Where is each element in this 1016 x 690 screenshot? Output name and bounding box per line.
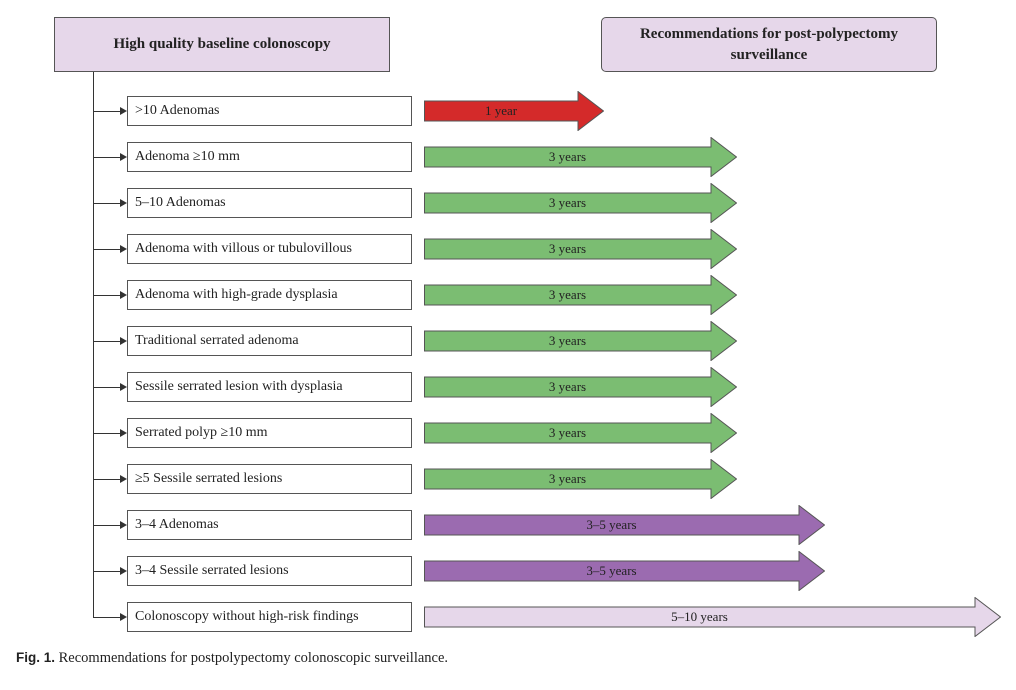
branch-connector xyxy=(93,387,122,388)
finding-label: Serrated polyp ≥10 mm xyxy=(135,425,268,440)
interval-label: 3 years xyxy=(548,425,587,440)
interval-label: 3 years xyxy=(548,379,587,394)
branch-arrowhead xyxy=(120,383,127,391)
interval-label: 3 years xyxy=(548,287,587,302)
branch-connector xyxy=(93,157,122,158)
finding-box xyxy=(127,602,412,632)
interval-label: 3–5 years xyxy=(586,563,637,578)
interval-arrow xyxy=(424,137,737,177)
interval-arrow xyxy=(424,413,737,453)
connector-trunk xyxy=(93,72,94,617)
branch-connector xyxy=(93,249,122,250)
branch-arrowhead xyxy=(120,521,127,529)
interval-arrow xyxy=(424,505,825,545)
recommendations-label: Recommendations for post-polypectomy surveillance xyxy=(639,25,899,63)
branch-arrowhead xyxy=(120,199,127,207)
finding-box xyxy=(127,372,412,402)
interval-label: 3 years xyxy=(548,471,587,486)
interval-arrow xyxy=(424,321,737,361)
branch-connector xyxy=(93,571,122,572)
finding-label: Adenoma ≥10 mm xyxy=(135,149,240,164)
finding-box xyxy=(127,510,412,540)
branch-arrowhead xyxy=(120,429,127,437)
recommendations-box xyxy=(601,17,937,72)
branch-connector xyxy=(93,295,122,296)
baseline-colonoscopy-box xyxy=(54,17,390,72)
finding-label: Adenoma with high-grade dysplasia xyxy=(135,287,338,302)
interval-arrow xyxy=(424,91,604,131)
branch-arrowhead xyxy=(120,475,127,483)
interval-arrow xyxy=(424,551,825,591)
finding-label: Sessile serrated lesion with dysplasia xyxy=(135,379,343,394)
branch-connector xyxy=(93,111,122,112)
branch-arrowhead xyxy=(120,567,127,575)
finding-label: 3–4 Sessile serrated lesions xyxy=(135,563,289,578)
branch-arrowhead xyxy=(120,613,127,621)
finding-box xyxy=(127,464,412,494)
finding-label: >10 Adenomas xyxy=(135,103,220,118)
interval-label: 3–5 years xyxy=(586,517,637,532)
branch-connector xyxy=(93,341,122,342)
branch-arrowhead xyxy=(120,107,127,115)
interval-label: 5–10 years xyxy=(671,609,728,624)
branch-arrowhead xyxy=(120,291,127,299)
interval-arrow xyxy=(424,229,737,269)
finding-box xyxy=(127,96,412,126)
branch-connector xyxy=(93,203,122,204)
interval-arrow xyxy=(424,183,737,223)
finding-label: ≥5 Sessile serrated lesions xyxy=(135,471,283,486)
interval-arrow xyxy=(424,597,1001,637)
interval-arrow xyxy=(424,459,737,499)
interval-label: 3 years xyxy=(548,333,587,348)
branch-arrowhead xyxy=(120,337,127,345)
finding-label: Traditional serrated adenoma xyxy=(135,333,299,348)
branch-arrowhead xyxy=(120,245,127,253)
finding-box xyxy=(127,556,412,586)
finding-label: 5–10 Adenomas xyxy=(135,195,226,210)
finding-box xyxy=(127,142,412,172)
branch-arrowhead xyxy=(120,153,127,161)
finding-box xyxy=(127,188,412,218)
interval-arrow xyxy=(424,367,737,407)
finding-label: 3–4 Adenomas xyxy=(135,517,219,532)
branch-connector xyxy=(93,433,122,434)
figure-caption xyxy=(16,650,448,667)
interval-label: 3 years xyxy=(548,149,587,164)
branch-connector xyxy=(93,617,122,618)
finding-label: Adenoma with villous or tubulovillous xyxy=(135,241,352,256)
interval-label: 1 year xyxy=(484,103,518,118)
branch-connector xyxy=(93,479,122,480)
baseline-colonoscopy-label: High quality baseline colonoscopy xyxy=(113,36,331,52)
caption-label: Fig. 1. xyxy=(16,650,56,665)
caption-text: Recommendations for postpolypectomy colonoscopic surveillance. xyxy=(55,650,449,666)
finding-label: Colonoscopy without high-risk findings xyxy=(135,609,359,624)
interval-label: 3 years xyxy=(548,195,587,210)
branch-connector xyxy=(93,525,122,526)
finding-box xyxy=(127,280,412,310)
finding-box xyxy=(127,418,412,448)
finding-box xyxy=(127,234,412,264)
interval-arrow xyxy=(424,275,737,315)
interval-label: 3 years xyxy=(548,241,587,256)
finding-box xyxy=(127,326,412,356)
